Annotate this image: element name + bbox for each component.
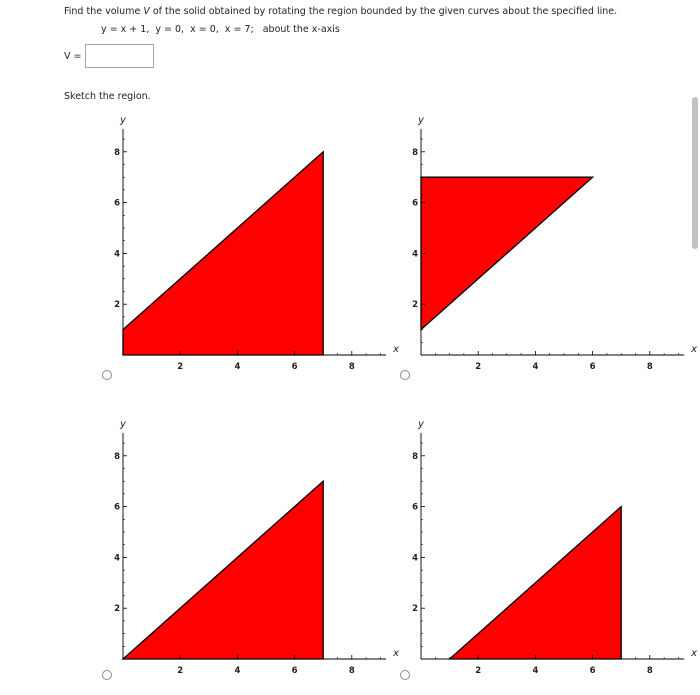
x-tick-label: 4 <box>532 362 539 372</box>
shaded-region <box>450 507 622 659</box>
graph-option-2 <box>398 105 698 375</box>
y-tick-label: 2 <box>412 300 418 311</box>
shaded-region <box>123 152 323 355</box>
y-tick-label: 2 <box>114 300 120 311</box>
x-axis-label: x <box>691 344 698 355</box>
problem-statement <box>64 6 617 17</box>
x-tick-label: 2 <box>177 362 184 372</box>
graph-option-1 <box>100 105 400 375</box>
shaded-region <box>123 481 323 659</box>
x-tick-label: 8 <box>646 666 653 676</box>
volume-variable: V <box>143 6 150 17</box>
x-axis-label: x <box>393 344 400 355</box>
x-tick-label: 4 <box>234 362 241 372</box>
y-tick-label: 4 <box>114 553 120 564</box>
y-tick-label: 8 <box>412 147 418 158</box>
x-tick-label: 2 <box>177 666 184 676</box>
radio-option-1[interactable] <box>102 370 112 380</box>
x-tick-label: 6 <box>291 362 298 372</box>
x-tick-label: 8 <box>348 666 355 676</box>
rotation-axis-text: about the x-axis <box>262 24 340 35</box>
y-tick-label: 8 <box>114 451 120 462</box>
x-tick-label: 8 <box>348 362 355 372</box>
y-axis-label: y <box>120 418 126 430</box>
y-axis-label: y <box>418 114 424 126</box>
x-tick-label: 6 <box>589 362 596 372</box>
y-tick-label: 4 <box>412 249 418 260</box>
graph-option-3 <box>100 409 400 679</box>
sketch-label: Sketch the region. <box>64 91 151 102</box>
graph-option-4 <box>398 409 698 679</box>
radio-option-2[interactable] <box>400 370 410 380</box>
radio-option-3[interactable] <box>102 670 112 680</box>
radio-option-4[interactable] <box>400 670 410 680</box>
x-tick-label: 2 <box>475 362 482 372</box>
y-tick-label: 4 <box>412 553 418 564</box>
y-tick-label: 2 <box>114 604 120 615</box>
shaded-region <box>421 177 593 329</box>
x-tick-label: 6 <box>589 666 596 676</box>
y-tick-label: 2 <box>412 604 418 615</box>
y-tick-label: 4 <box>114 249 120 260</box>
problem-text-end: of the solid obtained by rotating the region bounded by the given curves about the specified line. <box>149 6 618 17</box>
x-axis-label: x <box>393 648 400 659</box>
x-tick-label: 2 <box>475 666 482 676</box>
y-tick-label: 8 <box>114 147 120 158</box>
y-tick-label: 8 <box>412 451 418 462</box>
volume-answer-input[interactable] <box>85 44 154 68</box>
x-axis-label: x <box>691 648 698 659</box>
x-tick-label: 4 <box>234 666 241 676</box>
x-tick-label: 6 <box>291 666 298 676</box>
y-tick-label: 6 <box>412 502 418 513</box>
problem-text-start: Find the volume <box>64 6 144 17</box>
y-axis-label: y <box>120 114 126 126</box>
answer-label: V = <box>64 51 82 62</box>
x-tick-label: 4 <box>532 666 539 676</box>
x-tick-label: 8 <box>646 362 653 372</box>
y-tick-label: 6 <box>114 198 120 209</box>
curves-equation: y = x + 1, y = 0, x = 0, x = 7; <box>101 24 254 35</box>
equation-line <box>101 24 340 35</box>
y-tick-label: 6 <box>114 502 120 513</box>
y-axis-label: y <box>418 418 424 430</box>
page-scrollbar[interactable] <box>692 97 698 249</box>
y-tick-label: 6 <box>412 198 418 209</box>
